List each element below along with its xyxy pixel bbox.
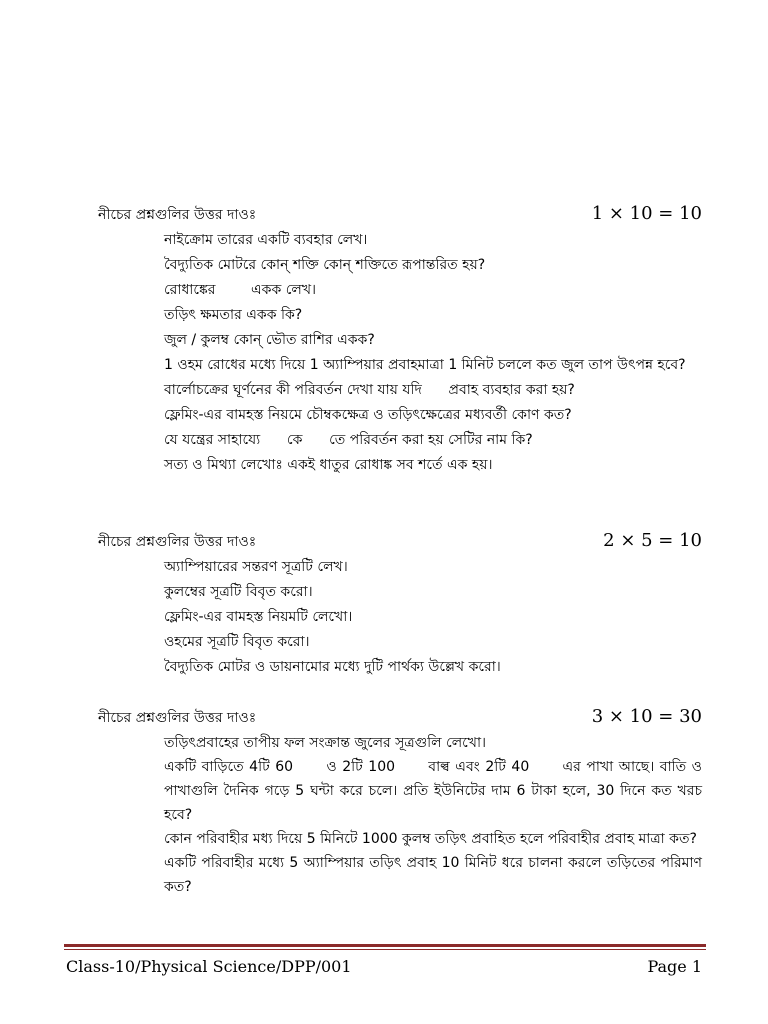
section-header	[98, 530, 702, 555]
section-header	[98, 203, 702, 228]
question-list	[98, 731, 707, 899]
question-section-3	[98, 706, 707, 899]
footer-document-id: Class-10/Physical Science/DPP/001	[66, 957, 352, 976]
question-list	[98, 228, 702, 478]
question-item: বৈদ্যুতিক মোটরে কোন্ শক্তি কোন্ শক্তিতে রূপান্তরিত হয়?	[164, 257, 486, 273]
question-item: একটি পরিবাহীর মধ্যে 5 অ্যাম্পিয়ার তড়িৎ প্রবাহ 10 মিনিট ধরে চালনা করলে তড়িতের পরিমাণ কত?	[164, 855, 702, 895]
question-section-2	[98, 530, 702, 680]
question-item: 1 ওহম রোধের মধ্যে দিয়ে 1 অ্যাম্পিয়ার প্রবাহমাত্রা 1 মিনিট চললে কত জুল তাপ উৎপন্ন হবে?	[164, 357, 686, 373]
question-section-1	[98, 203, 702, 478]
footer-page-number: Page 1	[647, 957, 702, 976]
question-item: অ্যাম্পিয়ারের সন্তরণ সূত্রটি লেখ।	[164, 559, 348, 575]
question-item: একটি বাড়িতে 4টি 60 ও 2টি 100 বাল্ব এবং 2টি 40 এর পাখা আছে। বাতি ও পাখাগুলি দৈনিক গড়ে 5 ঘন্টা করে চলে। প্রতি ইউনিটের দাম 6 টাকা হলে, 30 দিনে কত খরচ হবে?	[164, 759, 707, 823]
question-item: তড়িৎ ক্ষমতার একক কি?	[164, 307, 303, 323]
question-item: জুল / কুলম্ব কোন্ ভৌত রাশির একক?	[164, 332, 375, 348]
question-item: কুলম্বের সূত্রটি বিবৃত করো।	[164, 584, 313, 600]
section-title: নীচের প্রশ্নগুলির উত্তর দাওঃ	[98, 710, 257, 726]
question-item: বৈদ্যুতিক মোটর ও ডায়নামোর মধ্যে দুটি পার্থক্য উল্লেখ করো।	[164, 659, 501, 675]
question-item: সত্য ও মিথ্যা লেখোঃ একই ধাতুর রোধাঙ্ক সব শর্তে এক হয়।	[164, 457, 493, 473]
footer-rule	[64, 944, 706, 947]
section-marks: 3 × 10 = 30	[591, 706, 702, 727]
question-item: ফ্লেমিং-এর বামহস্ত নিয়মটি লেখো।	[164, 609, 353, 625]
question-item: বার্লোচক্রের ঘূর্ণনের কী পরিবর্তন দেখা যায় যদি প্রবাহ ব্যবহার করা হয়?	[164, 382, 575, 398]
question-item: নাইক্রোম তারের একটি ব্যবহার লেখ।	[164, 232, 368, 248]
section-marks: 2 × 5 = 10	[603, 530, 702, 551]
question-item: কোন পরিবাহীর মধ্য দিয়ে 5 মিনিটে 1000 কুলম্ব তড়িৎ প্রবাহিত হলে পরিবাহীর প্রবাহ মাত্রা কত?	[164, 831, 697, 847]
section-title: নীচের প্রশ্নগুলির উত্তর দাওঃ	[98, 207, 257, 223]
question-list	[98, 555, 702, 680]
question-item: ফ্লেমিং-এর বামহস্ত নিয়মে চৌম্বকক্ষেত্র ও তড়িৎক্ষেত্রের মধ্যবর্তী কোণ কত?	[164, 407, 572, 423]
section-marks: 1 × 10 = 10	[591, 203, 702, 224]
question-item: ওহমের সূত্রটি বিবৃত করো।	[164, 634, 310, 650]
section-title: নীচের প্রশ্নগুলির উত্তর দাওঃ	[98, 534, 257, 550]
footer-rule-thin	[64, 949, 706, 950]
question-item: রোধাঙ্কের একক লেখ।	[164, 282, 317, 298]
question-item: যে যন্ত্রের সাহায্যে কে তে পরিবর্তন করা হয় সেটির নাম কি?	[164, 432, 533, 448]
question-item: তড়িৎপ্রবাহের তাপীয় ফল সংক্রান্ত জুলের সূত্রগুলি লেখো।	[164, 735, 487, 751]
section-header	[98, 706, 702, 731]
